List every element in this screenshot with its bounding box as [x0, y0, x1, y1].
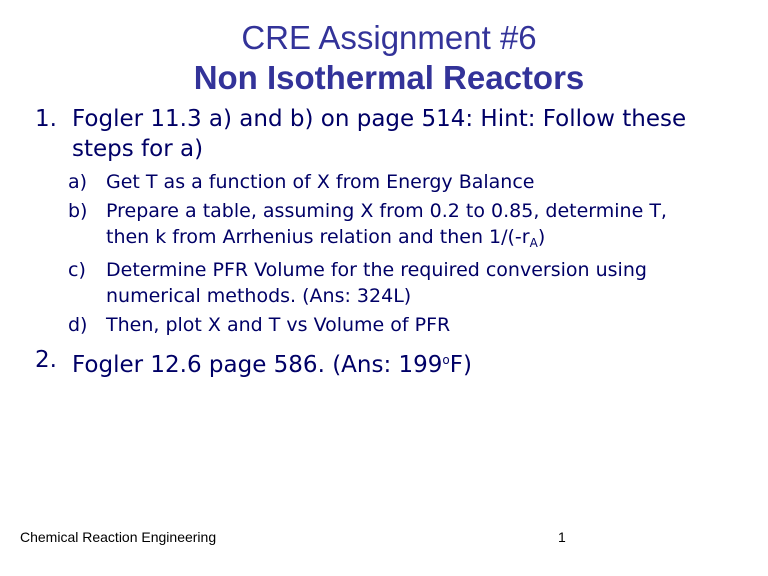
- footer-course-name: Chemical Reaction Engineering: [20, 529, 217, 545]
- sub-item-letter: c): [68, 259, 86, 281]
- degree-symbol: o: [442, 353, 450, 367]
- list-item-number: 2.: [35, 347, 57, 373]
- sub-item-text: Get T as a function of X from Energy Balance: [106, 171, 535, 193]
- list-item-number: 1.: [35, 106, 57, 132]
- sub-item-text: Determine PFR Volume for the required conversion using: [106, 259, 647, 281]
- sub-item-text: then k from Arrhenius relation and then $1/(-r_A)$: [106, 226, 546, 250]
- list-item-text: steps for a): [72, 136, 204, 162]
- slide-title: CRE Assignment #6: [241, 19, 537, 56]
- slide-subtitle: Non Isothermal Reactors: [193, 59, 585, 96]
- sub-item-text: numerical methods. (Ans: 324L): [106, 285, 412, 307]
- list-item-text: Fogler 11.3 a) and b) on page 514: Hint: Follow these: [72, 106, 687, 132]
- sub-item-letter: b): [68, 200, 88, 222]
- sub-item-text: Prepare a table, assuming X from 0.2 to 0.85, determine T,: [106, 200, 667, 222]
- sub-item-letter: a): [68, 171, 88, 193]
- sub-item-text: Then, plot X and T vs Volume of PFR: [106, 314, 451, 336]
- subscript: A: [529, 236, 538, 250]
- sub-item-letter: d): [68, 314, 88, 336]
- list-item-text: Fogler 12.6 page 586. (Ans: 199$^o$F): [72, 352, 472, 378]
- footer-page-number: 1: [558, 529, 566, 545]
